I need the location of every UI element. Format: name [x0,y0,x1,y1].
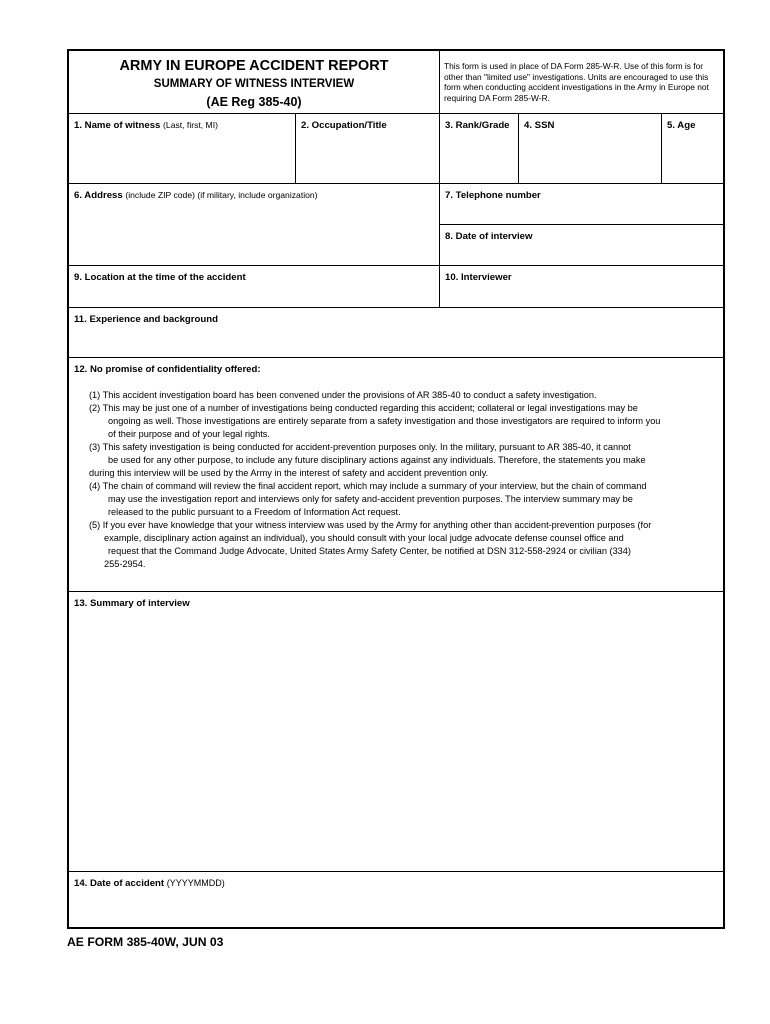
location-label: 9. Location at the time of the accident [74,272,246,283]
occupation-field[interactable] [295,114,439,183]
form-header [69,51,723,114]
confidentiality-line: request that the Command Judge Advocate, United States Army Safety Center, be notified at DSN 312-558-2924 or civilian (334) [108,546,631,556]
confidentiality-line: (3) This safety investigation is being conducted for accident-prevention purposes only. In the military, pursuant to AR 385-40, it cannot [89,442,631,452]
rank-grade-field[interactable] [439,114,518,183]
ssn-field[interactable] [518,114,661,183]
experience-label: 11. Experience and background [74,314,218,325]
date-of-accident-field[interactable] [69,872,723,927]
witness-info-row [69,114,723,184]
age-label: 5. Age [667,120,696,131]
address-field[interactable] [69,184,439,265]
confidentiality-line: during this interview will be used by the Army in the interest of safety and accident prevention only. [89,468,489,478]
confidentiality-line: of their purpose and of your legal rights. [108,429,270,439]
confidentiality-line: may use the investigation report and interviews only for safety and-accident prevention purposes. The interview summary may be [108,494,633,504]
confidentiality-line: (2) This may be just one of a number of investigations being conducted regarding this accident; collateral or legal investigations may be [89,403,638,413]
experience-field[interactable] [69,308,723,358]
confidentiality-line: (1) This accident investigation board has been convened under the provisions of AR 385-40 to conduct a safety investigation. [89,390,597,400]
confidentiality-line: (5) If you ever have knowledge that your witness interview was used by the Army for anything other than accident-prevention purposes (for [89,520,652,530]
form-usage-note: This form is used in place of DA Form 285-W-R. Use of this form is for other than "limited use" investigations. Units are encouraged to use this form when conducting accident investigations in the Army in Europe not requiring DA Form 285-W-R. [444,61,709,103]
confidentiality-label: 12. No promise of confidentiality offered: [74,364,261,375]
summary-of-interview-label: 13. Summary of interview [74,598,190,609]
confidentiality-line: 255-2954. [104,559,146,569]
date-of-accident-label: 14. Date of accident [74,878,165,889]
form-title: ARMY IN EUROPE ACCIDENT REPORT [119,58,389,74]
date-of-interview-label: 8. Date of interview [445,231,533,242]
ssn-label: 4. SSN [524,120,555,131]
date-of-interview-field[interactable] [439,225,723,266]
name-of-witness-hint: (Last, first, MI) [163,120,218,130]
form-regulation: (AE Reg 385-40) [206,95,302,109]
confidentiality-section [69,358,723,592]
address-hint: (include ZIP code) (if military, include organization) [125,190,318,200]
accident-report-form [67,49,725,929]
age-field[interactable] [661,114,723,183]
confidentiality-line: released to the public pursuant to a Freedom of Information Act request. [108,507,401,517]
address-row [69,184,723,266]
confidentiality-line: (4) The chain of command will review the final accident report, which may include a summary of your interview, but the chain of command [89,481,647,491]
occupation-label: 2. Occupation/Title [301,120,387,131]
location-row [69,266,723,308]
name-of-witness-field[interactable] [69,114,295,183]
confidentiality-line: ongoing as well. Those investigations are entirely separate from a safety investigation and those investigators are required to inform you [108,416,661,426]
form-number: AE FORM 385-40W, JUN 03 [67,935,224,949]
rank-grade-label: 3. Rank/Grade [445,120,510,131]
telephone-label: 7. Telephone number [445,190,541,201]
name-of-witness-label: 1. Name of witness [74,120,161,131]
form-subtitle: SUMMARY OF WITNESS INTERVIEW [153,78,355,90]
date-of-accident-hint: (YYYYMMDD) [166,878,225,888]
confidentiality-line: example, disciplinary action against an individual), you should consult with your local judge advocate defense counsel office and [104,533,624,543]
telephone-field[interactable] [439,184,723,225]
interviewer-label: 10. Interviewer [445,272,512,283]
confidentiality-line: be used for any other purpose, to include any future disciplinary actions against any individuals. Therefore, the statements you make [108,455,646,465]
summary-of-interview-field[interactable] [69,592,723,872]
location-field[interactable] [69,266,439,307]
address-label: 6. Address [74,190,123,201]
interviewer-field[interactable] [439,266,723,307]
